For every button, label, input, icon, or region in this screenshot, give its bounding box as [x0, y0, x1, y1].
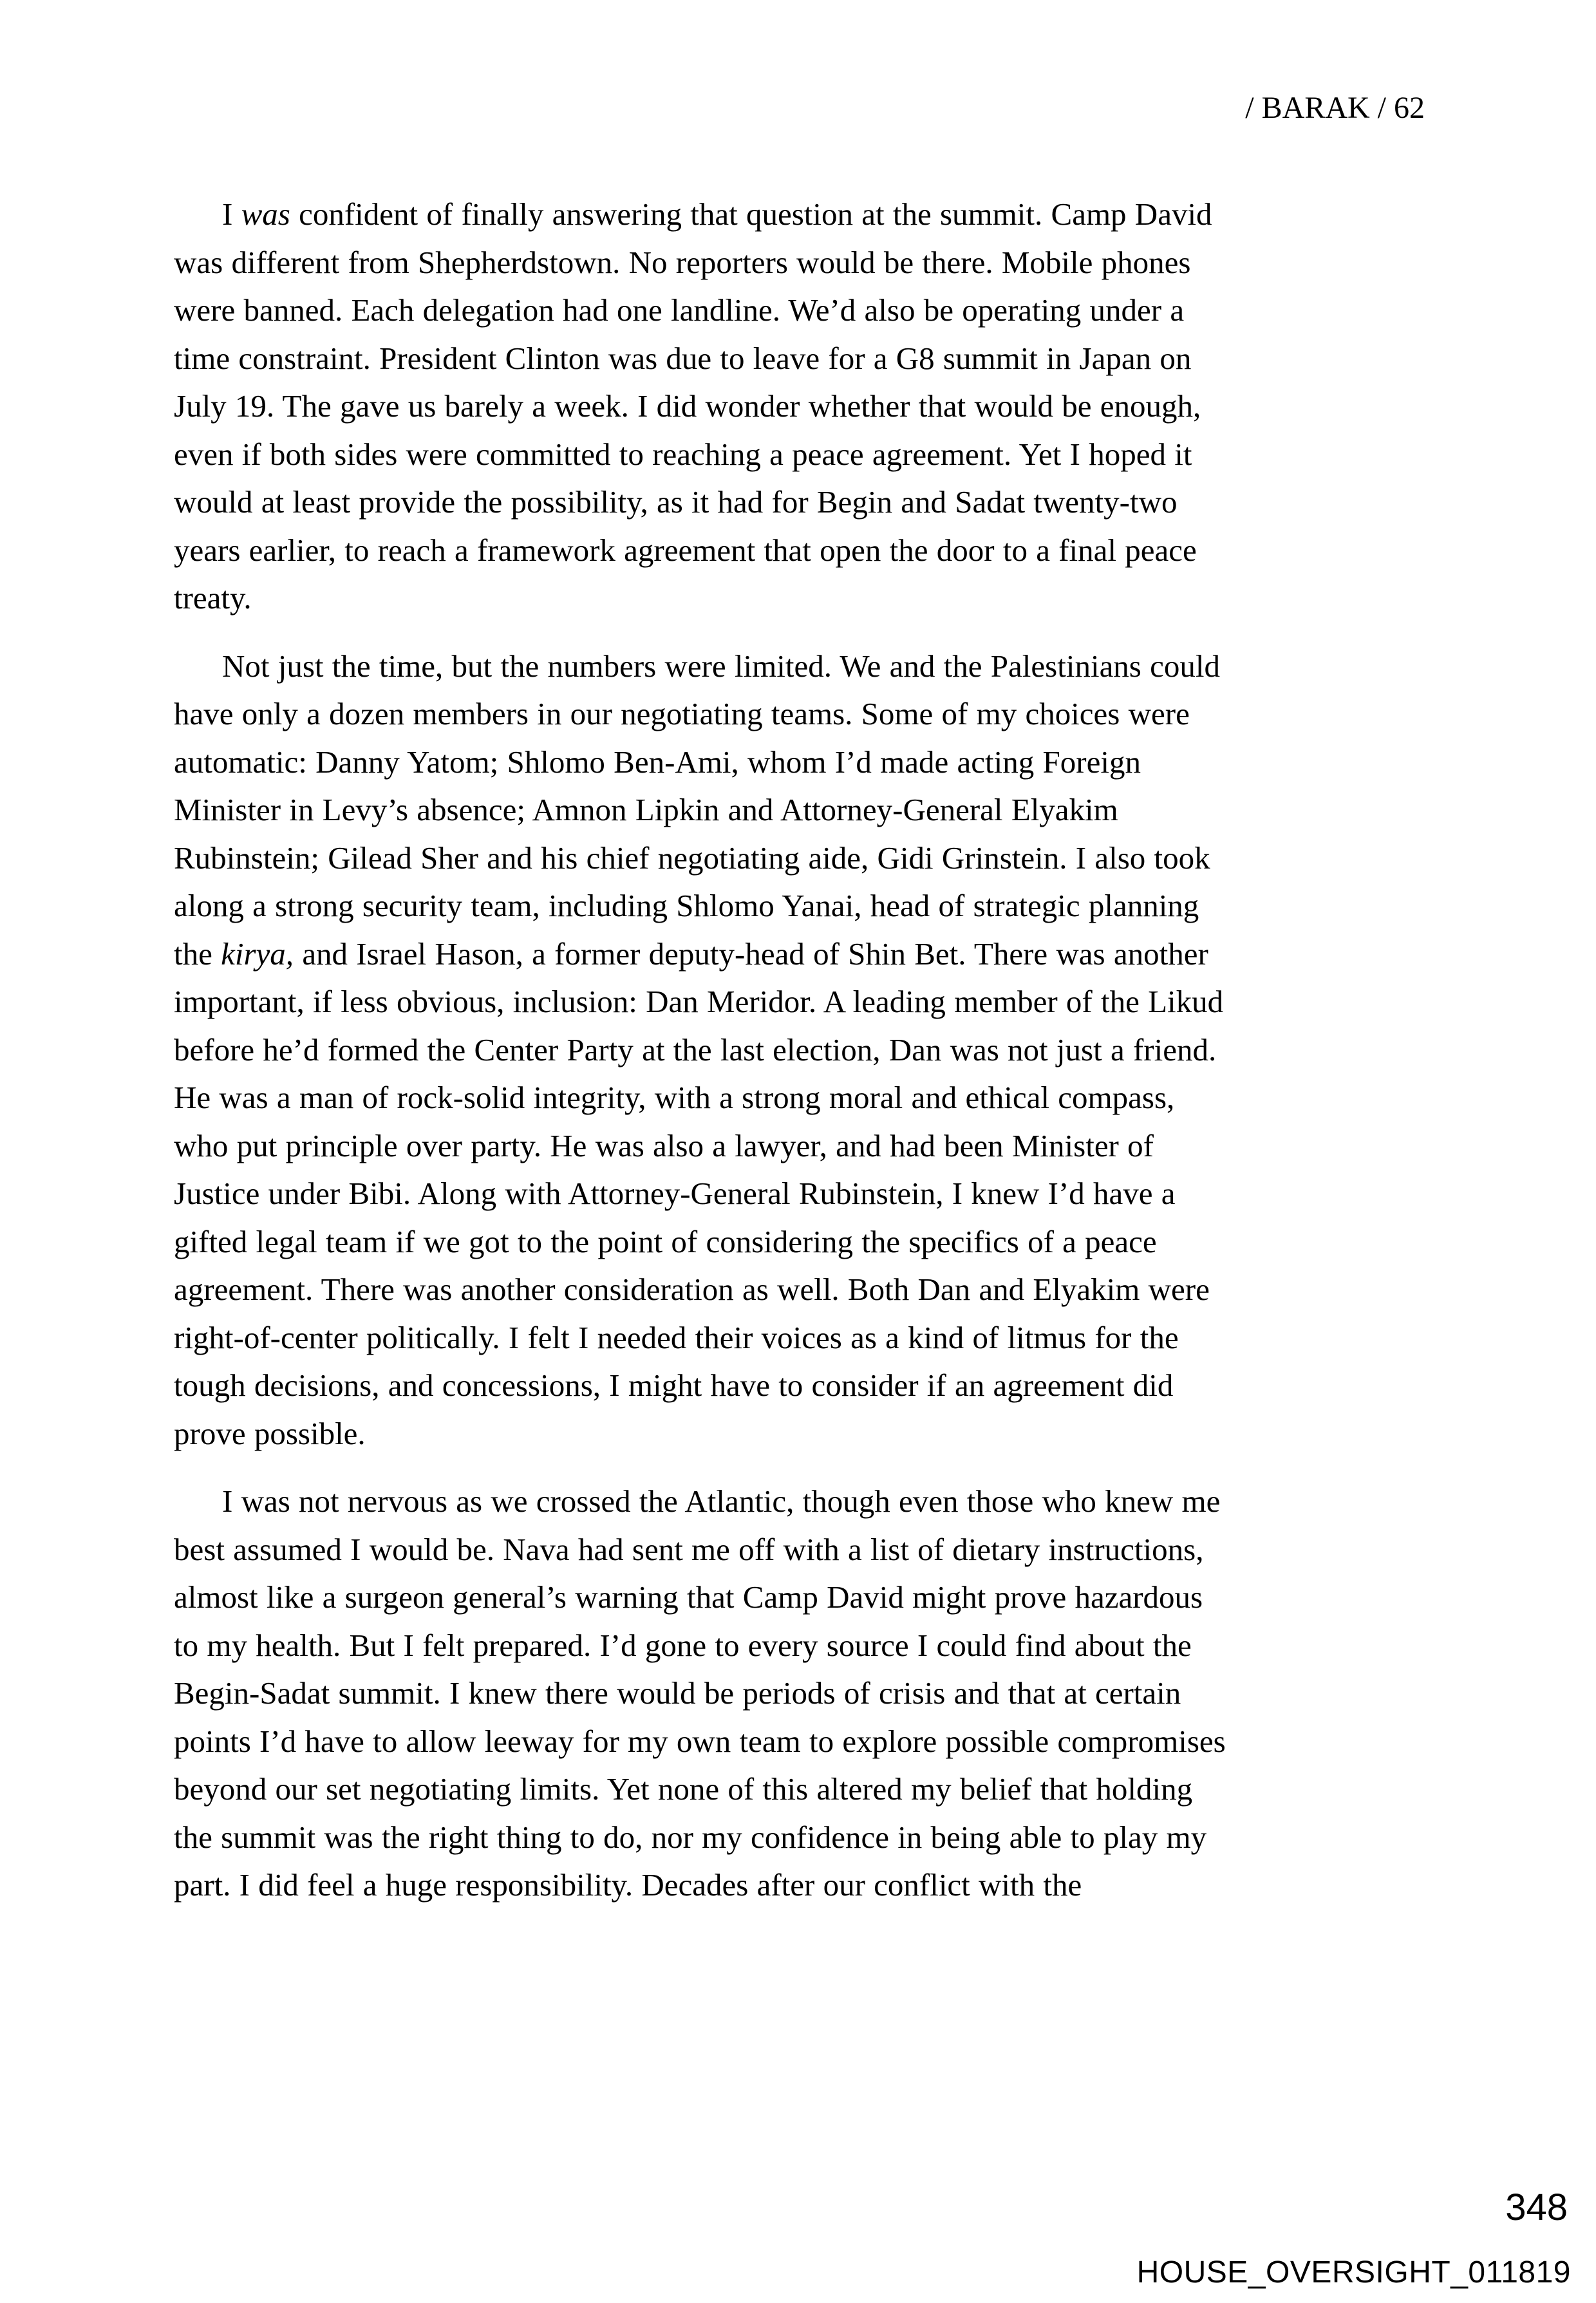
- text-line: Rubinstein; Gilead Sher and his chief negotiating aide, Gidi Grinstein. I also took: [174, 840, 1210, 876]
- text-line: points I’d have to allow leeway for my own team to explore possible compromises: [174, 1723, 1226, 1759]
- text-line: agreement. There was another consideration as well. Both Dan and Elyakim were: [174, 1272, 1210, 1307]
- text-line: I was confident of finally answering that question at the summit. Camp David: [222, 196, 1212, 232]
- body-text: [174, 191, 1468, 1930]
- text-line: automatic: Danny Yatom; Shlomo Ben-Ami, whom I’d made acting Foreign: [174, 744, 1141, 780]
- text-line: even if both sides were committed to reaching a peace agreement. Yet I hoped it: [174, 436, 1192, 472]
- paragraph-2: [174, 643, 1468, 1458]
- text-line: right-of-center politically. I felt I needed their voices as a kind of litmus for the: [174, 1319, 1179, 1355]
- paragraph-1: [174, 191, 1468, 623]
- text-line: Justice under Bibi. Along with Attorney-General Rubinstein, I knew I’d have a: [174, 1176, 1176, 1211]
- text-line: tough decisions, and concessions, I might have to consider if an agreement did: [174, 1368, 1174, 1403]
- text-line: the kirya, and Israel Hason, a former deputy-head of Shin Bet. There was another: [174, 935, 1208, 972]
- bates-stamp: HOUSE_OVERSIGHT_011819: [1136, 2255, 1571, 2289]
- text-line: years earlier, to reach a framework agreement that open the door to a final peace: [174, 532, 1197, 568]
- text-line: time constraint. President Clinton was due to leave for a G8 summit in Japan on: [174, 340, 1192, 376]
- text-line: was different from Shepherdstown. No reporters would be there. Mobile phones: [174, 244, 1191, 280]
- paragraph-3: [174, 1478, 1468, 1910]
- text-line: He was a man of rock-solid integrity, with a strong moral and ethical compass,: [174, 1080, 1175, 1115]
- text-line: prove possible.: [174, 1415, 366, 1451]
- text-line: best assumed I would be. Nava had sent me off with a list of dietary instructions,: [174, 1531, 1204, 1567]
- text-line: July 19. The gave us barely a week. I did wonder whether that would be enough,: [174, 388, 1201, 424]
- text-line: gifted legal team if we got to the point of considering the specifics of a peace: [174, 1223, 1157, 1259]
- text-line: important, if less obvious, inclusion: Dan Meridor. A leading member of the Likud: [174, 984, 1224, 1019]
- text-line: have only a dozen members in our negotiating teams. Some of my choices were: [174, 696, 1190, 731]
- text-line: beyond our set negotiating limits. Yet none of this altered my belief that holding: [174, 1771, 1193, 1807]
- text-line: almost like a surgeon general’s warning that Camp David might prove hazardous: [174, 1579, 1203, 1615]
- text-line: the summit was the right thing to do, nor my confidence in being able to play my: [174, 1819, 1207, 1855]
- text-line: part. I did feel a huge responsibility. Decades after our conflict with the: [174, 1867, 1082, 1903]
- text-line: before he’d formed the Center Party at the last election, Dan was not just a friend.: [174, 1031, 1217, 1067]
- text-line: would at least provide the possibility, as it had for Begin and Sadat twenty-two: [174, 484, 1178, 520]
- text-line: Minister in Levy’s absence; Amnon Lipkin and Attorney-General Elyakim: [174, 792, 1118, 827]
- text-line: were banned. Each delegation had one landline. We’d also be operating under a: [174, 292, 1185, 328]
- page-header: / BARAK / 62: [1245, 91, 1425, 125]
- text-line: who put principle over party. He was also a lawyer, and had been Minister of: [174, 1127, 1154, 1163]
- text-line: to my health. But I felt prepared. I’d gone to every source I could find about the: [174, 1627, 1192, 1663]
- page-number: 348: [1505, 2186, 1568, 2228]
- text-line: Not just the time, but the numbers were limited. We and the Palestinians could: [222, 648, 1220, 684]
- text-line: along a strong security team, including Shlomo Yanai, head of strategic planning: [174, 888, 1199, 923]
- text-line: Begin-Sadat summit. I knew there would be periods of crisis and that at certain: [174, 1675, 1181, 1711]
- text-line: treaty.: [174, 580, 252, 616]
- text-line: I was not nervous as we crossed the Atlantic, though even those who knew me: [222, 1483, 1221, 1519]
